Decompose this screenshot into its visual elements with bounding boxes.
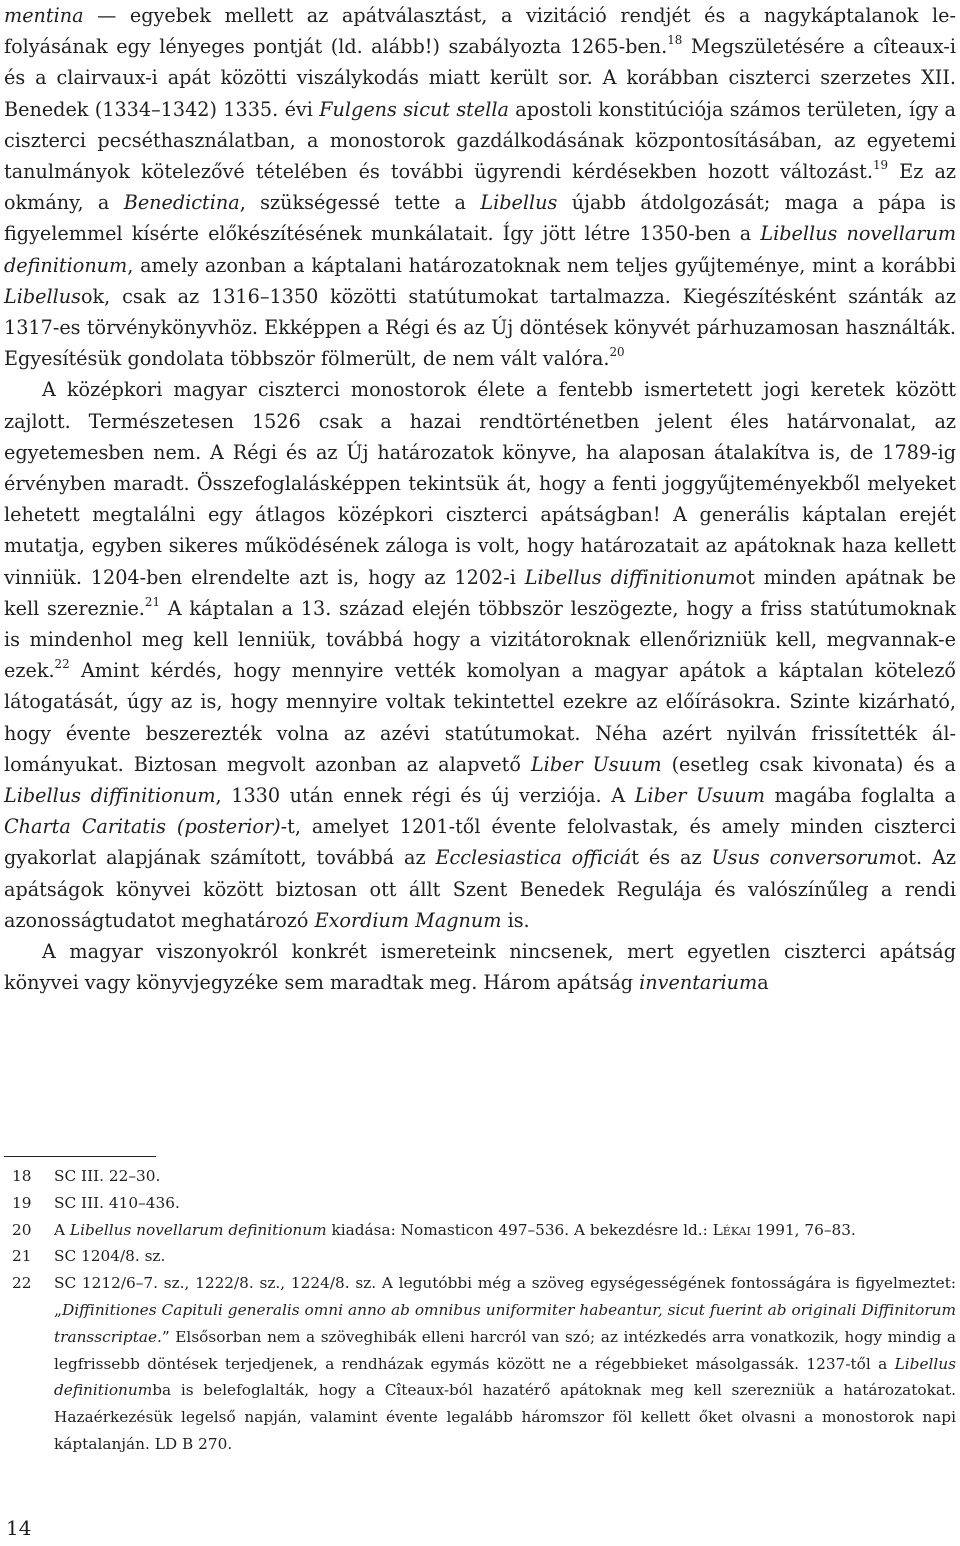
text-segment: , szükségessé tette a xyxy=(239,191,481,215)
italic-text: Libellus novellarum definitionum xyxy=(4,222,957,277)
italic-text: Fulgens sicut stella xyxy=(319,97,509,121)
text-segment: Lékai xyxy=(712,1220,751,1239)
footnote-number: 22 xyxy=(12,1274,32,1293)
italic-text: Libellus xyxy=(480,191,558,215)
footnote-reference: 20 xyxy=(609,345,625,360)
footnote-separator xyxy=(4,1156,156,1157)
italic-text: Libellus definitionum xyxy=(54,1354,956,1400)
footnote xyxy=(4,1270,956,1458)
text-segment: Ez az okmány, a xyxy=(4,160,956,215)
main-text xyxy=(4,0,956,999)
text-segment: magába foglalta a xyxy=(764,784,956,808)
italic-text: Liber Usuum xyxy=(530,752,662,776)
italic-text: inventarium xyxy=(639,971,758,995)
text-segment: A magyar viszonyokról konkrét ismereteink nincsenek, mert egyetlen ciszterci apátság könyvei vagy könyvjegyzéke sem maradtak meg. Három apátság xyxy=(4,940,956,995)
text-segment: ok, csak az 1316–1350 közötti statútumokat tartalmazza. Kiegészítésként szánták az 1317-es törvénykönyvhöz. Ekképpen a Régi és az Új döntések könyvét párhuzamosan használták. Egyesítésük gondolata többször fölmerült, de nem vált valóra. xyxy=(4,284,956,371)
text-segment: ” Elsősorban nem a szöveghibák elleni harcról van szó; az intézkedés arra vonatkozik, hogy mindig a legfrissebb döntések terjedjenek, a rendházak egymás között ne a régebbieket másolgassák. 1237-től a xyxy=(54,1327,956,1373)
text-segment: (esetleg csak kivonata) és a xyxy=(661,752,956,776)
text-segment: t és az xyxy=(631,846,712,870)
footnote xyxy=(4,1217,956,1244)
text-segment: , amely azonban a káptalani határozatoknak nem teljes gyűjteménye, mint a korábbi xyxy=(127,253,956,277)
italic-text: Libellus diffinitionum xyxy=(524,565,736,589)
text-segment: ba is belefoglalták, hogy a Cîteaux-ból hazatérő apátoknak meg kell szerezniük a határozatokat. Hazaérkezésük legelső napján, valamint évente legalább háromszor föl kellett őket olvasni a monostorok napi káptalanján. LD B 270. xyxy=(54,1381,956,1453)
text-segment: SC III. 410–436. xyxy=(54,1193,180,1212)
italic-text: Exordium Magnum xyxy=(314,908,502,932)
italic-text: Libellus diffinitionum xyxy=(4,784,216,808)
text-segment: A káptalan a 13. század elején többször leszögezte, hogy a friss statútumoknak is mindenhol meg kell lenniük, továbbá hogy a vizitátoroknak ellenőrizniük kell, megvannak-e ezek. xyxy=(4,596,956,683)
footnote-number: 21 xyxy=(12,1247,32,1266)
footnote xyxy=(4,1243,956,1270)
text-segment: SC 1212/6–7. sz., 1222/8. sz., 1224/8. sz. A legutóbbi még a szöveg egységességének fontosságára is figyelmeztet: „ xyxy=(54,1274,956,1319)
text-segment: ot minden apátnak be kell szereznie. xyxy=(4,565,956,620)
text-segment: A xyxy=(54,1220,70,1239)
footnote-reference: 18 xyxy=(667,33,683,48)
text-segment: SC 1204/8. sz. xyxy=(54,1247,166,1266)
italic-text: mentina xyxy=(4,4,84,27)
text-segment: a xyxy=(757,971,769,995)
body-paragraph xyxy=(4,936,956,998)
footnote-number: 19 xyxy=(12,1193,32,1212)
page-number: 14 xyxy=(6,1516,32,1540)
text-segment: kiadása: Nomasticon 497–536. A bekezdésre ld.: xyxy=(326,1220,713,1239)
footnote-reference: 22 xyxy=(54,657,70,672)
footnote-reference: 19 xyxy=(872,157,889,172)
text-segment: 1991, 76–83. xyxy=(750,1220,856,1239)
text-segment: — egyebek mellett az apátválasztást, a vizitáció rendjét és a nagykáptalanok lefolyásának egy lényeges pontját (ld. alább!) szabályozta 1265-ben. xyxy=(4,4,956,59)
italic-text: Usus conversorum xyxy=(711,846,897,870)
footnote xyxy=(4,1190,956,1217)
italic-text: Libellus novellarum definitionum xyxy=(69,1220,327,1239)
text-segment: Amint kérdés, hogy mennyire vették komolyan a magyar apátok a káptalan kötelező látogatását, úgy az is, hogy mennyire voltak tekintettel ezekre az előírásokra. Szinte kizárható, hogy évente beszerezték volna az azévi statútumokat. Néha azért nyilván frissítették állományukat. Biztosan megvolt azonban az alapvető xyxy=(4,659,956,776)
text-segment: A középkori magyar ciszterci monostorok élete a fentebb ismertetett jogi keretek között zajlott. Természetesen 1526 csak a hazai rendtörténetben jelent éles határvonalat, az egyetemesben nem. A Régi és az Új határozatok könyve, ha alaposan átalakítva is, de 1789-ig érvényben maradt. Összefoglalásképpen tekintsük át, hogy a fenti joggyűjteményekből melyeket lehetett megtalálni egy átlagos középkori ciszterci apátságban! A generális káptalan erejét mutatja, egyben sikeres működésének záloga is volt, hogy határozatait az apátoknak haza kellett vinniük. 1204-ben elrendelte azt is, hogy az 1202-i xyxy=(4,378,956,589)
footnote xyxy=(4,1163,956,1190)
italic-text: Ecclesiastica officiá xyxy=(435,846,632,870)
text-segment: apostoli konstitúciója számos területen, így a ciszterci pecséthasználatban, a monostorok gazdálkodásának központosításában, az egyetemi tanulmányok kötelezővé tételében és további ügyrendi kérdésekben hozott változást. xyxy=(4,97,956,184)
text-segment: SC III. 22–30. xyxy=(54,1167,161,1185)
text-segment: ot. Az apátságok könyvei között biztosan ott állt Szent Benedek Regulája és valószínűleg a rendi azonosságtudatot meghatározó xyxy=(4,846,956,932)
footnote-reference: 21 xyxy=(144,594,161,609)
text-segment: újabb átdolgozását; maga a pápa is figyelemmel kísérte előkészítésének munkálatait. Így jött létre 1350-ben a xyxy=(4,191,956,246)
text-segment: is. xyxy=(501,908,530,932)
italic-text: Charta Caritatis (posterior) xyxy=(4,815,281,839)
italic-text: Libellus xyxy=(4,284,81,308)
body-paragraph xyxy=(4,374,956,936)
footnote-number: 20 xyxy=(12,1220,32,1239)
text-segment: -t, amelyet 1201-től évente felolvastak, és amely minden ciszterci gyakorlat alapjának számított, továbbá az xyxy=(4,815,956,870)
footnotes xyxy=(4,1163,956,1458)
text-segment: , 1330 után ennek régi és új verziója. A xyxy=(215,784,635,808)
body-paragraph xyxy=(4,0,956,374)
text-segment: Megszületésére a cîteaux-i és a clairvaux-i apát közötti viszálykodás miatt került sor. A korábban ciszterci szerzetes XII. Benedek (1334–1342) 1335. évi xyxy=(4,35,956,121)
italic-text: Liber Usuum xyxy=(634,784,765,808)
footnote-number: 18 xyxy=(12,1167,32,1185)
italic-text: Diffinitiones Capituli generalis omni anno ab omnibus uniformiter habeantur, sicut fuerint ab originali Diffinitorum transscriptae. xyxy=(54,1300,956,1346)
italic-text: Benedictina xyxy=(123,191,240,215)
